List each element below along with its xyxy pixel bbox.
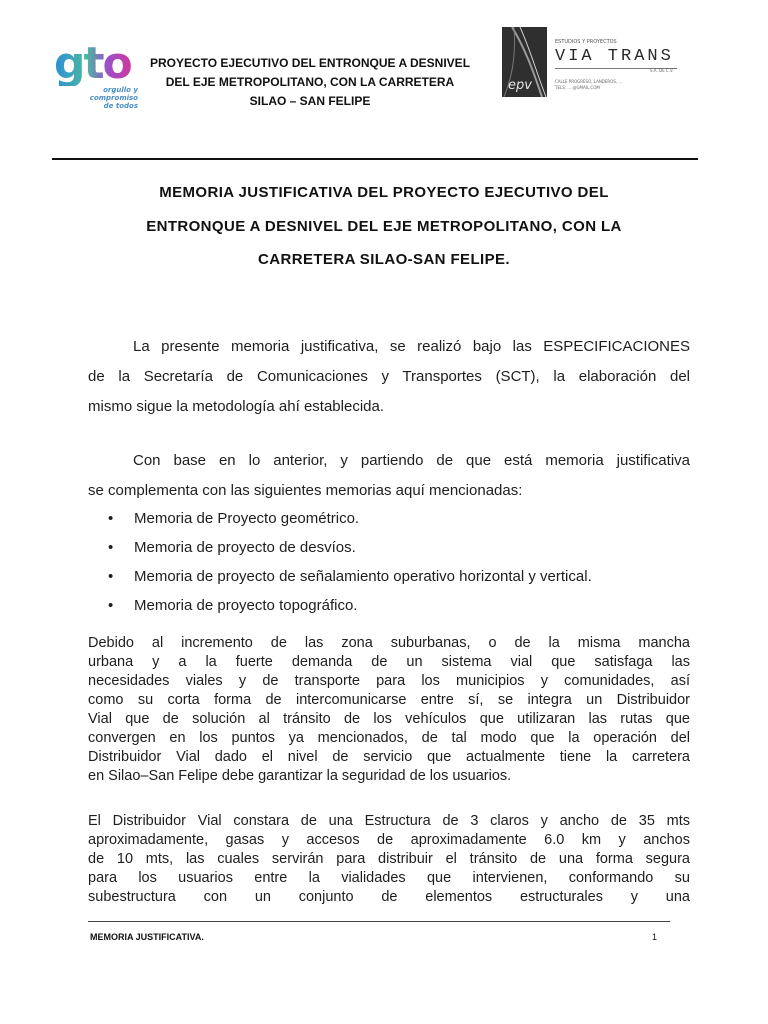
paragraph-line: como su corta forma de intercomunicarse entre sí, se integra un Distribuidor — [88, 692, 690, 708]
gto-slogan-line: orgullo y — [103, 86, 138, 94]
paragraph-basis — [88, 446, 690, 506]
list-item — [108, 533, 688, 562]
paragraph-line: Debido al incremento de las zona suburbanas, o de la misma mancha — [88, 635, 690, 651]
bullet-icon: • — [108, 568, 114, 585]
header-divider — [52, 158, 698, 160]
viatrans-mark — [502, 27, 547, 97]
gto-logo-slogan — [58, 86, 138, 110]
document-title — [60, 176, 708, 277]
gto-slogan-line: de todos — [103, 102, 138, 110]
paragraph-line: aproximadamente, gasas y accesos de aproximadamente 6.0 km y anchos — [88, 832, 690, 848]
list-item-text: Memoria de proyecto de señalamiento operativo horizontal y vertical. — [134, 568, 592, 585]
list-item-text: Memoria de Proyecto geométrico. — [134, 510, 360, 527]
paragraph-line: Distribuidor Vial dado el nivel de servicio que actualmente tiene la carretera — [88, 749, 690, 765]
paragraph-line: necesidades viales y de transporte para los municipios y comunidades, así — [88, 673, 690, 689]
bullet-icon: • — [108, 597, 114, 614]
list-item — [108, 504, 688, 533]
gto-logo — [54, 38, 140, 116]
paragraph-line: en Silao–San Felipe debe garantizar la seguridad de los usuarios. — [88, 768, 512, 784]
viatrans-address-line: CALLE PROGRESO, LANDEROS, ... — [555, 79, 623, 84]
paragraph-justification — [88, 634, 690, 786]
viatrans-logo — [502, 27, 682, 97]
paragraph-line: La presente memoria justificativa, se realizó bajo las ESPECIFICACIONES — [133, 338, 690, 355]
header-title-line: DEL EJE METROPOLITANO, CON LA CARRETERA — [165, 75, 455, 89]
paragraph-line: de la Secretaría de Comunicaciones y Transportes (SCT), la elaboración del — [88, 368, 690, 385]
header-project-title — [140, 54, 480, 111]
paragraph-line: convergen en los puntos ya mencionados, de tal modo que la operación del — [88, 730, 690, 746]
gto-logo-word: gto — [54, 42, 140, 86]
paragraph-line: El Distribuidor Vial constara de una Estructura de 3 claros y ancho de 35 mts — [88, 813, 690, 829]
paragraph-line: mismo sigue la metodología ahí establecida. — [88, 398, 385, 415]
viatrans-name: VIA TRANS — [555, 47, 674, 66]
bullet-icon: • — [108, 510, 114, 527]
gto-slogan-line: compromiso — [89, 94, 138, 102]
viatrans-small-text: ESTUDIOS Y PROYECTOS — [555, 39, 617, 45]
document-title-line: ENTRONQUE A DESNIVEL DEL EJE METROPOLITANO, CON LA — [146, 217, 622, 235]
header-title-line: PROYECTO EJECUTIVO DEL ENTRONQUE A DESNIVEL — [149, 56, 471, 70]
page-number: 1 — [652, 932, 658, 942]
viatrans-mark-text: epv — [508, 78, 532, 93]
document-title-line: MEMORIA JUSTIFICATIVA DEL PROYECTO EJECUTIVO DEL — [159, 184, 609, 201]
paragraph-intro — [88, 332, 690, 422]
list-item — [108, 562, 688, 591]
paragraph-structure — [88, 812, 690, 907]
footer-label: MEMORIA JUSTIFICATIVA. — [90, 932, 204, 942]
bullet-icon: • — [108, 539, 114, 556]
paragraph-line: Vial que de solución al tránsito de los vehículos que utilizaran las rutas que — [88, 711, 690, 727]
document-title-line: CARRETERA SILAO-SAN FELIPE. — [258, 251, 510, 268]
list-item-text: Memoria de proyecto de desvíos. — [134, 539, 356, 556]
paragraph-line: para los usuarios entre la vialidades que intervienen, conformando su — [88, 870, 690, 886]
viatrans-address — [555, 79, 677, 91]
memorias-list — [108, 504, 688, 620]
paragraph-line: urbana y a la fuerte demanda de un sistema vial que satisfaga las — [88, 654, 690, 670]
paragraph-line: de 10 mts, las cuales servirán para distribuir el tránsito de una forma segura — [88, 851, 690, 867]
viatrans-address-line: TELS: ... @GMAIL.COM — [555, 85, 600, 90]
paragraph-line: se complementa con las siguientes memorias aquí mencionadas: — [88, 482, 523, 499]
header-title-line: SILAO – SAN FELIPE — [249, 94, 371, 108]
list-item — [108, 591, 688, 620]
paragraph-line: subestructura con un conjunto de elementos estructurales y una — [88, 889, 690, 905]
paragraph-line: Con base en lo anterior, y partiendo de que está memoria justificativa — [133, 452, 690, 469]
viatrans-suffix: S.A. DE C.V. — [650, 68, 674, 73]
list-item-text: Memoria de proyecto topográfico. — [134, 597, 358, 614]
footer-divider — [88, 921, 670, 922]
